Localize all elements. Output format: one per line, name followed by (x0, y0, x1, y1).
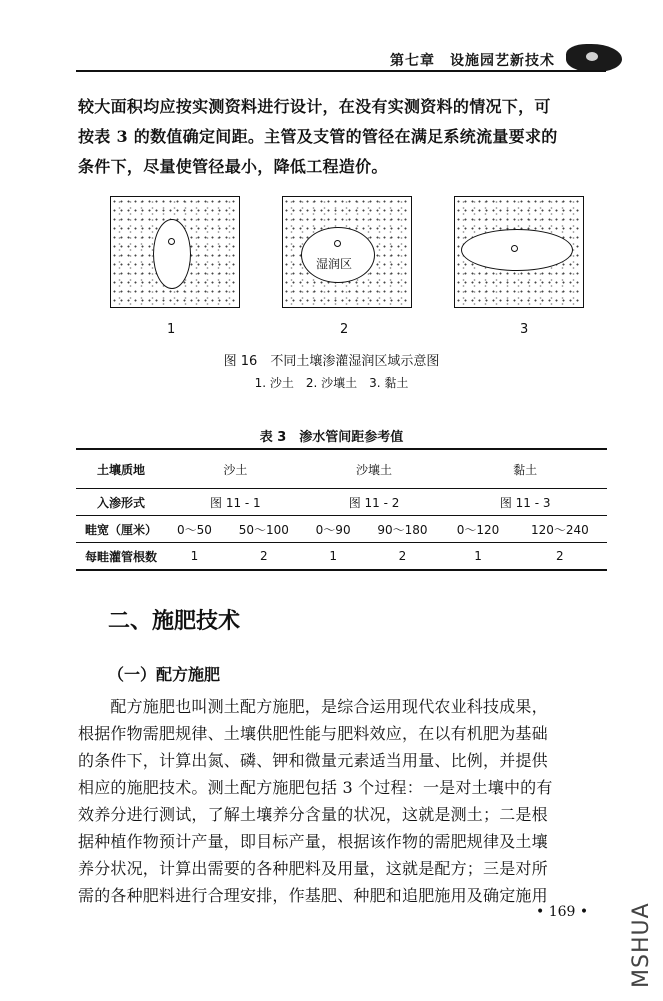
figure-panel-sand (110, 196, 240, 308)
body-line: 的条件下，计算出氮、磷、钾和微量元素适当用量、比例，并提供 (78, 751, 548, 770)
table-cell: 1 (305, 543, 362, 571)
table-cell: 90～180 (362, 516, 444, 543)
emitter-dot (334, 240, 341, 247)
table-cell: 图 11 - 3 (443, 489, 607, 516)
figure-panel-sandy-loam (282, 196, 412, 308)
table-cell: 2 (362, 543, 444, 571)
subsection-heading: （一）配方施肥 (108, 665, 221, 684)
figure-panel-clay (454, 196, 584, 308)
row-label: 入渗形式 (76, 489, 166, 516)
figure-caption: 图 16 不同土壤渗灌湿润区域示意图 (223, 354, 440, 369)
table-cell: 0～120 (443, 516, 512, 543)
emitter-dot (168, 238, 175, 245)
table-row (76, 543, 607, 571)
intro-line: 条件下，尽量使管径最小，降低工程造价。 (78, 157, 388, 176)
table-row (76, 489, 607, 516)
watermark-text: MSHUA (629, 902, 654, 988)
body-line: 根据作物需肥规律、土壤供肥性能与肥料效应，在以有机肥为基础 (78, 724, 548, 743)
table-header-cell: 沙土 (166, 449, 305, 489)
table-header-cell: 土壤质地 (76, 449, 166, 489)
header-ornament (566, 44, 622, 72)
intro-line: 较大面积均应按实测资料进行设计，在没有实测资料的情况下，可 (78, 97, 551, 116)
table-cell: 0～50 (166, 516, 223, 543)
header-rule (76, 70, 606, 72)
table-cell: 2 (513, 543, 607, 571)
section-heading: 二、施肥技术 (108, 609, 241, 634)
page-number: • 169 • (536, 904, 589, 920)
body-line: 相应的施肥技术。测土配方施肥包括 3 个过程：一是对土壤中的有 (78, 778, 553, 797)
table-cell: 图 11 - 1 (166, 489, 305, 516)
body-line: 效养分进行测试，了解土壤养分含量的状况，这就是测土；二是根 (78, 805, 548, 824)
wet-zone (153, 219, 191, 289)
table-cell: 2 (223, 543, 305, 571)
emitter-dot (511, 245, 518, 252)
table-cell: 1 (166, 543, 223, 571)
row-label: 畦宽（厘米） (76, 516, 166, 543)
table-cell: 1 (443, 543, 512, 571)
row-label: 每畦灌管根数 (76, 543, 166, 571)
body-line: 养分状况，计算出需要的各种肥料及用量，这就是配方；三是对所 (78, 859, 548, 878)
wet-zone (301, 227, 375, 283)
panel-number: 2 (340, 322, 349, 337)
body-line: 配方施肥也叫测土配方施肥，是综合运用现代农业科技成果， (78, 697, 548, 716)
table-header-cell: 黏土 (443, 449, 607, 489)
intro-line: 按表 3 的数值确定间距。主管及支管的管径在满足系统流量要求的 (78, 127, 558, 146)
figure-subcaption: 1. 沙土 2. 沙壤土 3. 黏土 (254, 376, 409, 390)
wet-zone (461, 229, 573, 271)
table-header-row (76, 449, 607, 489)
table-cell: 图 11 - 2 (305, 489, 444, 516)
reference-table (76, 448, 607, 571)
body-line: 需的各种肥料进行合理安排，作基肥、种肥和追肥施用及确定施用 (78, 886, 548, 905)
wet-zone-label: 湿润区 (316, 257, 353, 271)
table-cell: 0～90 (305, 516, 362, 543)
body-line: 据种植作物预计产量，即目标产量，根据该作物的需肥规律及土壤 (78, 832, 548, 851)
watermark (627, 870, 655, 990)
panel-number: 1 (167, 322, 176, 337)
table-row (76, 516, 607, 543)
table-cell: 50～100 (223, 516, 305, 543)
running-header: 第七章 设施园艺新技术 (390, 53, 555, 69)
table-cell: 120～240 (513, 516, 607, 543)
table-header-cell: 沙壤土 (305, 449, 444, 489)
panel-number: 3 (520, 322, 529, 337)
table-title: 表 3 渗水管间距参考值 (259, 430, 404, 445)
